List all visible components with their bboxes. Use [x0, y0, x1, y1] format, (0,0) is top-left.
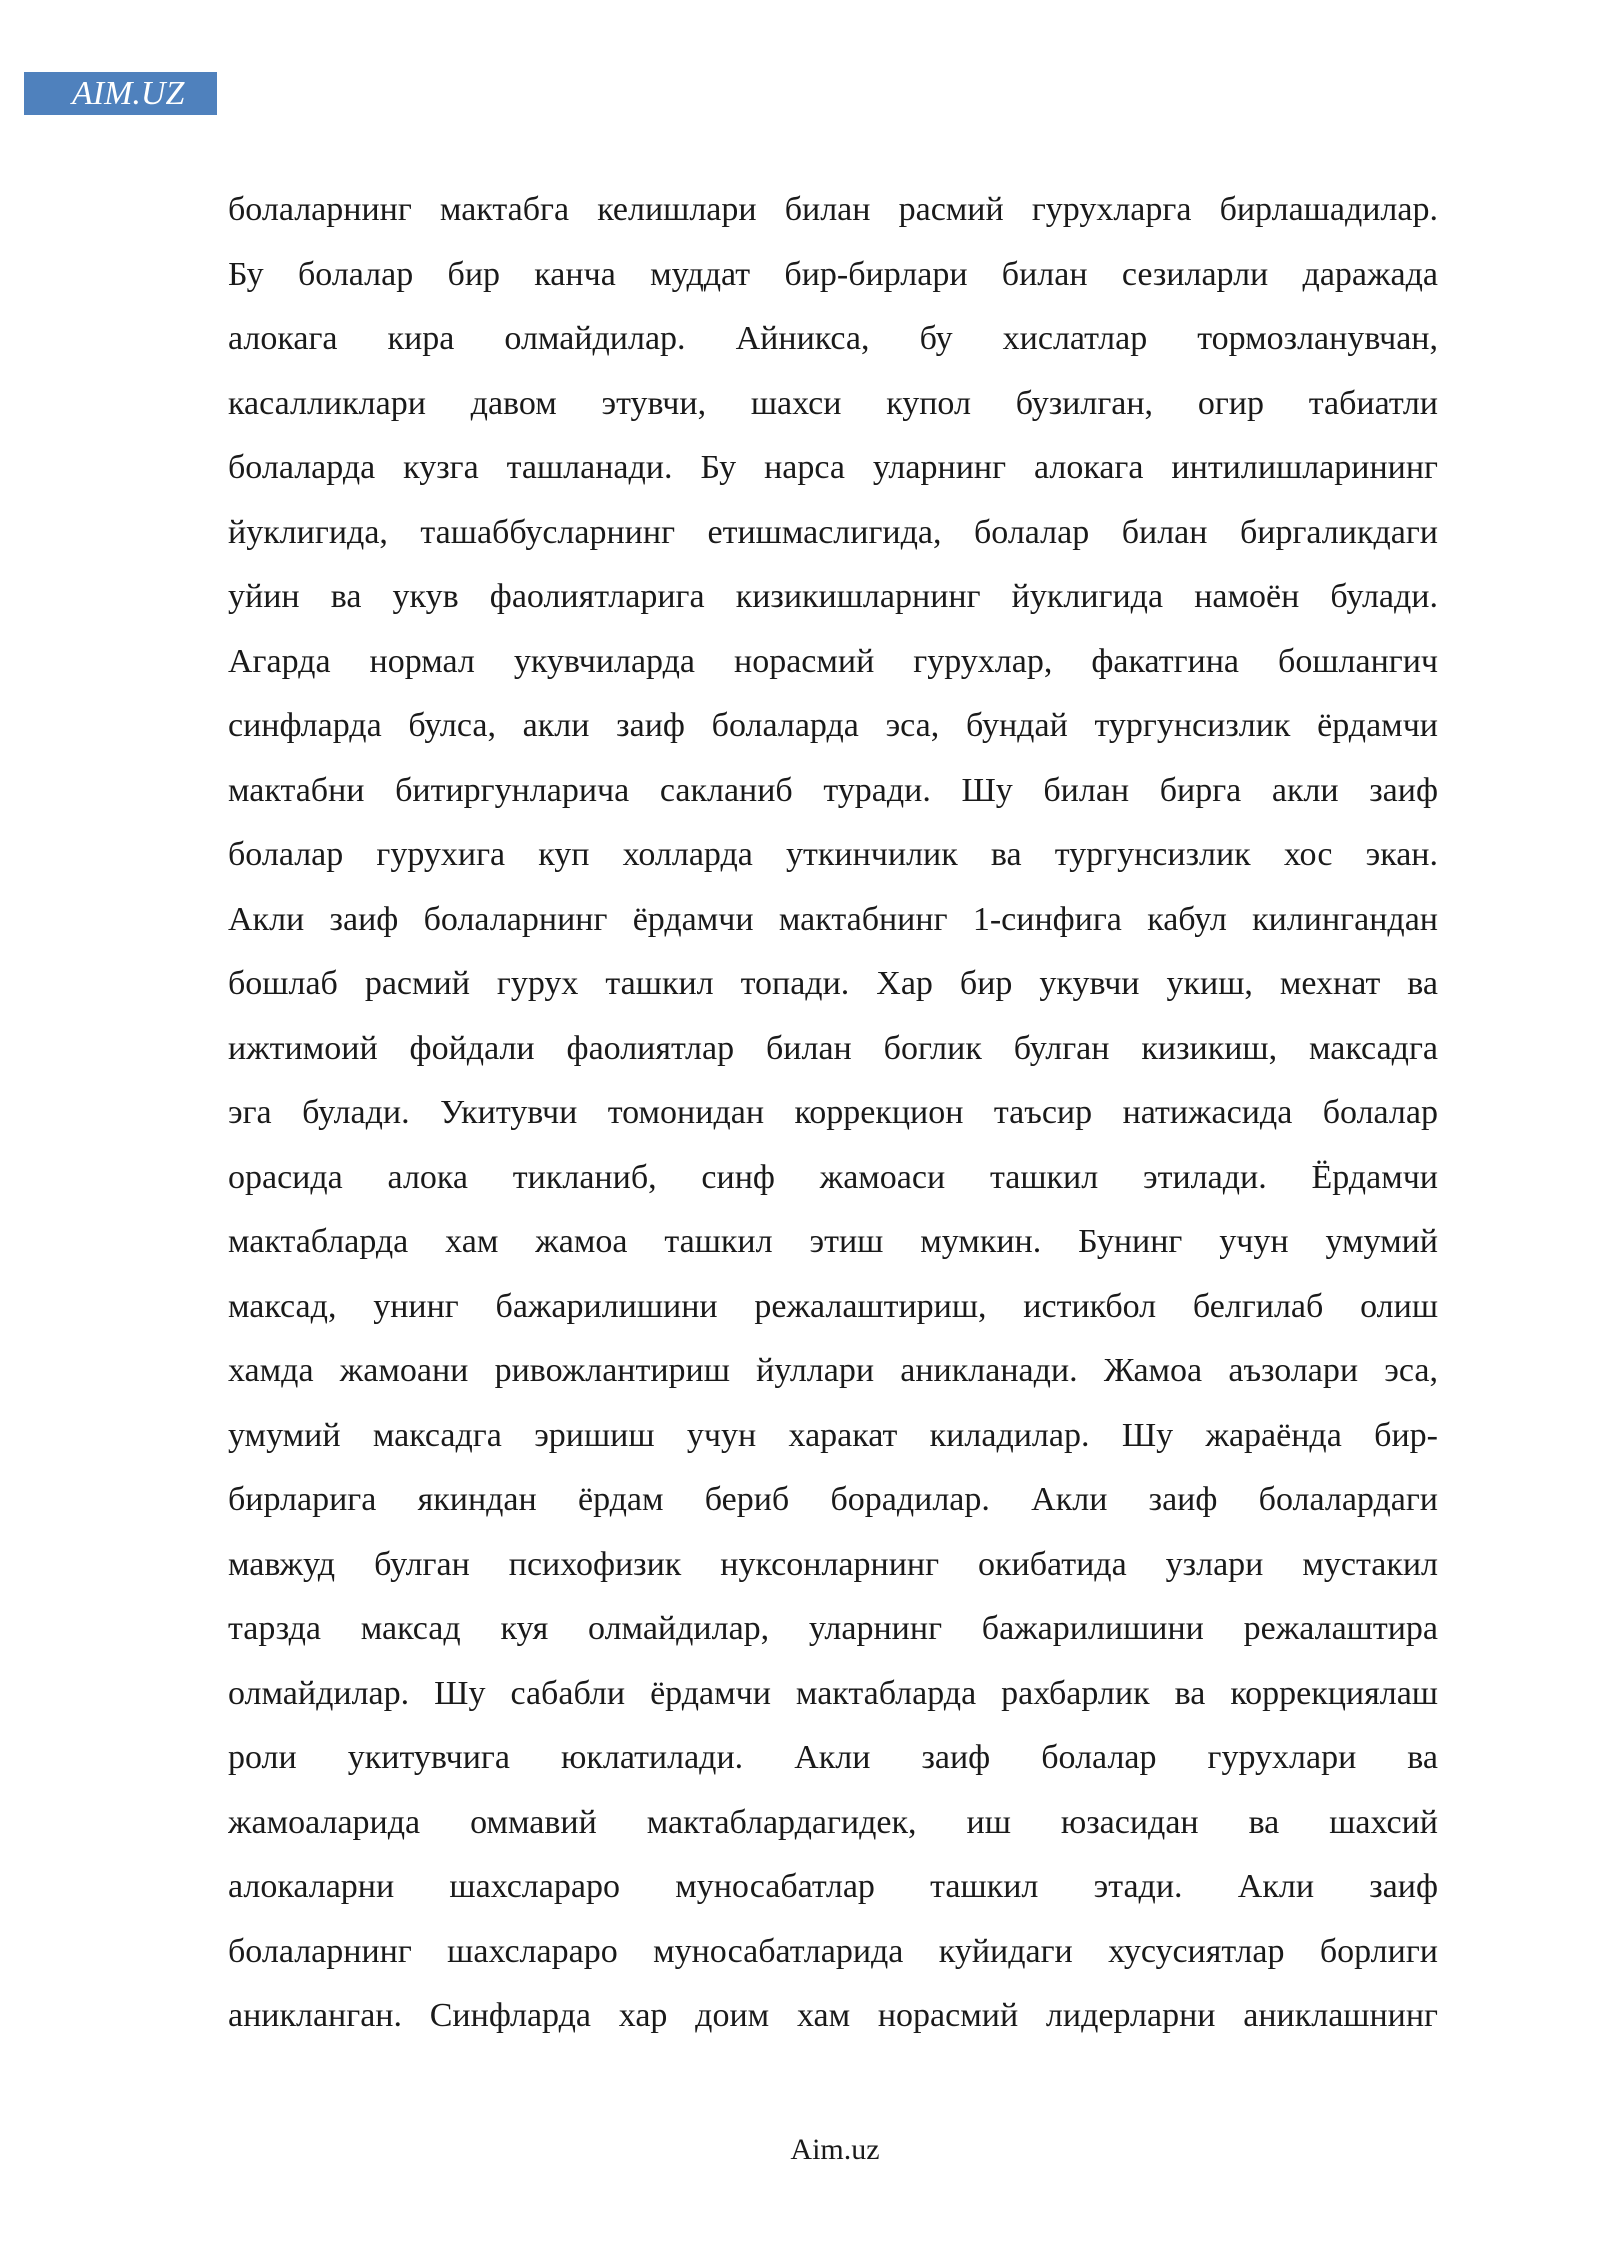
- text-line: уйин ва укув фаолиятларига кизикишларнинг йуклигида намоён булади.: [228, 578, 1438, 615]
- text-line: мактабни битиргунларича сакланиб туради. Шу билан бирга акли заиф: [228, 771, 1438, 809]
- text-line: болаларнинг шахслараро муносабатларида куйидаги хусусиятлар борлиги: [228, 1932, 1438, 1970]
- text-line: орасида алока тикланиб, синф жамоаси ташкил этилади. Ёрдамчи: [228, 1158, 1438, 1196]
- text-line: жамоаларида оммавий мактаблардагидек, иш юзасидан ва шахсий: [228, 1803, 1438, 1841]
- text-line: касалликлари давом этувчи, шахси купол бузилган, огир табиатли: [228, 384, 1438, 422]
- text-line: аникланган. Синфларда хар доим хам норасмий лидерларни аниклашнинг: [228, 1997, 1438, 2034]
- text-line: Акли заиф болаларнинг ёрдамчи мактабнинг 1-синфига кабул килингандан: [228, 900, 1438, 938]
- text-line: эга булади. Укитувчи томонидан коррекцион таъсир натижасида болалар: [228, 1094, 1438, 1131]
- text-line: болаларнинг мактабга келишлари билан расмий гурухларга бирлашадилар.: [228, 191, 1438, 228]
- text-line: мактабларда хам жамоа ташкил этиш мумкин. Бунинг учун умумий: [228, 1223, 1438, 1260]
- text-line: ижтимоий фойдали фаолиятлар билан боглик булган кизикиш, максадга: [228, 1029, 1438, 1067]
- text-line: олмайдилар. Шу сабабли ёрдамчи мактабларда рахбарлик ва коррекциялаш: [228, 1674, 1438, 1712]
- text-line: бошлаб расмий гурух ташкил топади. Хар бир укувчи укиш, мехнат ва: [228, 965, 1438, 1002]
- text-line: мавжуд булган психофизик нуксонларнинг окибатида узлари мустакил: [228, 1545, 1438, 1583]
- text-line: умумий максадга эришиш учун харакат киладилар. Шу жараёнда бир-: [228, 1416, 1438, 1454]
- text-line: хамда жамоани ривожлантириш йуллари аникланади. Жамоа аъзолари эса,: [228, 1352, 1438, 1389]
- text-line: йуклигида, ташаббусларнинг етишмаслигида, болалар билан биргаликдаги: [228, 513, 1438, 551]
- text-line: Агарда нормал укувчиларда норасмий гурухлар, факатгина бошлангич: [228, 642, 1438, 680]
- page-footer: Aim.uz: [790, 2133, 880, 2166]
- text-line: тарзда максад куя олмайдилар, уларнинг бажарилишини режалаштира: [228, 1610, 1438, 1647]
- text-line: бирларига якиндан ёрдам бериб борадилар. Акли заиф болалардаги: [228, 1481, 1438, 1518]
- text-line: Бу болалар бир канча муддат бир-бирлари билан сезиларли даражада: [228, 255, 1438, 293]
- site-logo-badge: AIM.UZ: [24, 72, 217, 115]
- text-line: синфларда булса, акли заиф болаларда эса, бундай тургунсизлик ёрдамчи: [228, 707, 1438, 744]
- document-body: [228, 178, 1438, 2049]
- text-line: болаларда кузга ташланади. Бу нарса уларнинг алокага интилишларининг: [228, 449, 1438, 486]
- text-line: алокага кира олмайдилар. Айникса, бу хислатлар тормозланувчан,: [228, 320, 1438, 357]
- text-line: максад, унинг бажарилишини режалаштириш, истикбол белгилаб олиш: [228, 1287, 1438, 1325]
- text-line: роли укитувчига юклатилади. Акли заиф болалар гурухлари ва: [228, 1739, 1438, 1776]
- text-line: алокаларни шахслараро муносабатлар ташкил этади. Акли заиф: [228, 1868, 1438, 1905]
- text-line: болалар гурухига куп холларда уткинчилик ва тургунсизлик хос экан.: [228, 836, 1438, 873]
